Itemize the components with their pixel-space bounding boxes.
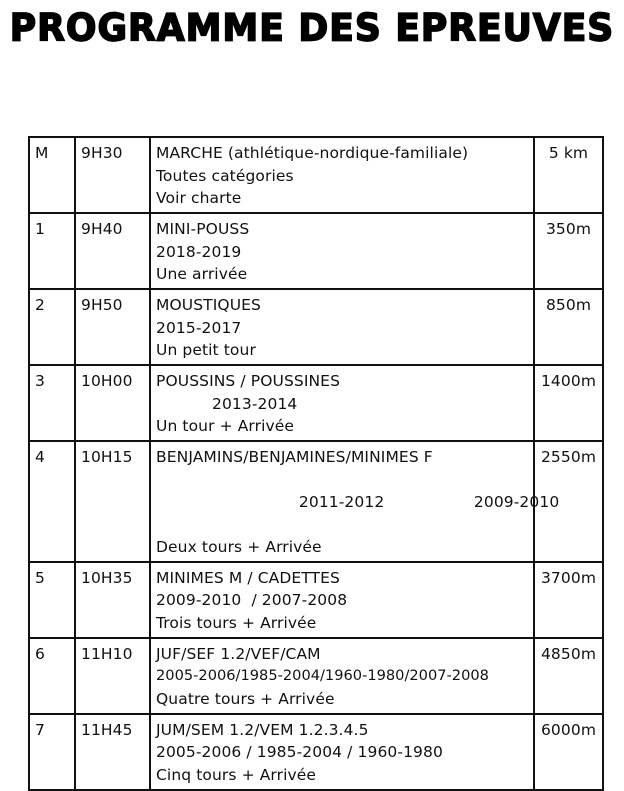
race-description bbox=[150, 441, 560, 562]
race-number: M bbox=[29, 137, 75, 213]
race-time: 11H10 bbox=[75, 638, 150, 714]
race-time: 10H00 bbox=[75, 365, 150, 441]
table-row bbox=[29, 365, 603, 441]
race-number: 7 bbox=[29, 714, 75, 790]
race-name: MOUSTIQUES bbox=[156, 296, 261, 314]
race-distance: 3700m bbox=[534, 562, 603, 638]
race-name: MINIMES M / CADETTES bbox=[156, 568, 340, 587]
race-number: 1 bbox=[29, 213, 75, 289]
race-distance: 350m bbox=[534, 213, 603, 289]
race-distance: 2550m bbox=[534, 441, 603, 562]
race-years: 2018-2019 bbox=[156, 242, 242, 261]
race-years: 2005-2006/1985-2004/1960-1980/2007-2008 bbox=[156, 667, 489, 684]
race-years: 2013-2014 bbox=[212, 394, 298, 413]
table-row bbox=[29, 714, 603, 790]
race-description bbox=[150, 213, 534, 289]
race-detail: Quatre tours + Arrivée bbox=[156, 689, 335, 708]
race-years: Toutes catégories bbox=[156, 166, 294, 185]
table-row bbox=[29, 638, 603, 714]
race-description bbox=[150, 137, 534, 213]
race-time: 11H45 bbox=[75, 714, 150, 790]
race-description bbox=[150, 714, 534, 790]
table-row bbox=[29, 137, 603, 213]
race-description bbox=[150, 562, 534, 638]
race-years-benjamins: 2011-2012 bbox=[298, 493, 385, 511]
race-detail: Une arrivée bbox=[156, 265, 248, 283]
race-time: 9H40 bbox=[75, 213, 150, 289]
race-description bbox=[150, 289, 534, 365]
race-schedule-table bbox=[28, 136, 604, 791]
race-years-minimes: 2009-2010 bbox=[473, 493, 560, 511]
race-distance: 850m bbox=[534, 289, 603, 365]
race-detail: Un tour + Arrivée bbox=[156, 417, 295, 435]
race-number: 3 bbox=[29, 365, 75, 441]
table-row bbox=[29, 213, 603, 289]
race-detail: Un petit tour bbox=[156, 341, 256, 359]
race-name: MINI-POUSS bbox=[156, 220, 250, 238]
race-detail: Trois tours + Arrivée bbox=[156, 613, 317, 632]
race-detail: Deux tours + Arrivée bbox=[156, 538, 322, 556]
race-distance: 1400m bbox=[534, 365, 603, 441]
race-years: 2015-2017 bbox=[156, 318, 242, 337]
race-name: MARCHE (athlétique-nordique-familiale) bbox=[156, 144, 469, 162]
page-title: PROGRAMME DES EPREUVES bbox=[9, 6, 615, 51]
table-row bbox=[29, 562, 603, 638]
race-years: 2009-2010 / 2007-2008 bbox=[156, 591, 348, 609]
race-detail: Voir charte bbox=[156, 189, 242, 207]
race-time: 10H35 bbox=[75, 562, 150, 638]
race-years: 2005-2006 / 1985-2004 / 1960-1980 bbox=[156, 743, 443, 761]
race-time: 10H15 bbox=[75, 441, 150, 562]
race-description bbox=[150, 365, 534, 441]
race-number: 5 bbox=[29, 562, 75, 638]
race-name: JUM/SEM 1.2/VEM 1.2.3.4.5 bbox=[156, 720, 369, 739]
race-name: POUSSINS / POUSSINES bbox=[156, 372, 341, 390]
race-number: 4 bbox=[29, 441, 75, 562]
race-years bbox=[156, 469, 560, 537]
race-number: 2 bbox=[29, 289, 75, 365]
race-distance: 4850m bbox=[534, 638, 603, 714]
race-distance: 5 km bbox=[534, 137, 603, 213]
table-row bbox=[29, 441, 603, 562]
race-time: 9H30 bbox=[75, 137, 150, 213]
table-row bbox=[29, 289, 603, 365]
race-name: BENJAMINS/BENJAMINES/MINIMES F bbox=[156, 448, 433, 466]
race-name: JUF/SEF 1.2/VEF/CAM bbox=[156, 644, 321, 663]
race-description bbox=[150, 638, 534, 714]
race-distance: 6000m bbox=[534, 714, 603, 790]
race-number: 6 bbox=[29, 638, 75, 714]
race-time: 9H50 bbox=[75, 289, 150, 365]
race-detail: Cinq tours + Arrivée bbox=[156, 765, 317, 784]
